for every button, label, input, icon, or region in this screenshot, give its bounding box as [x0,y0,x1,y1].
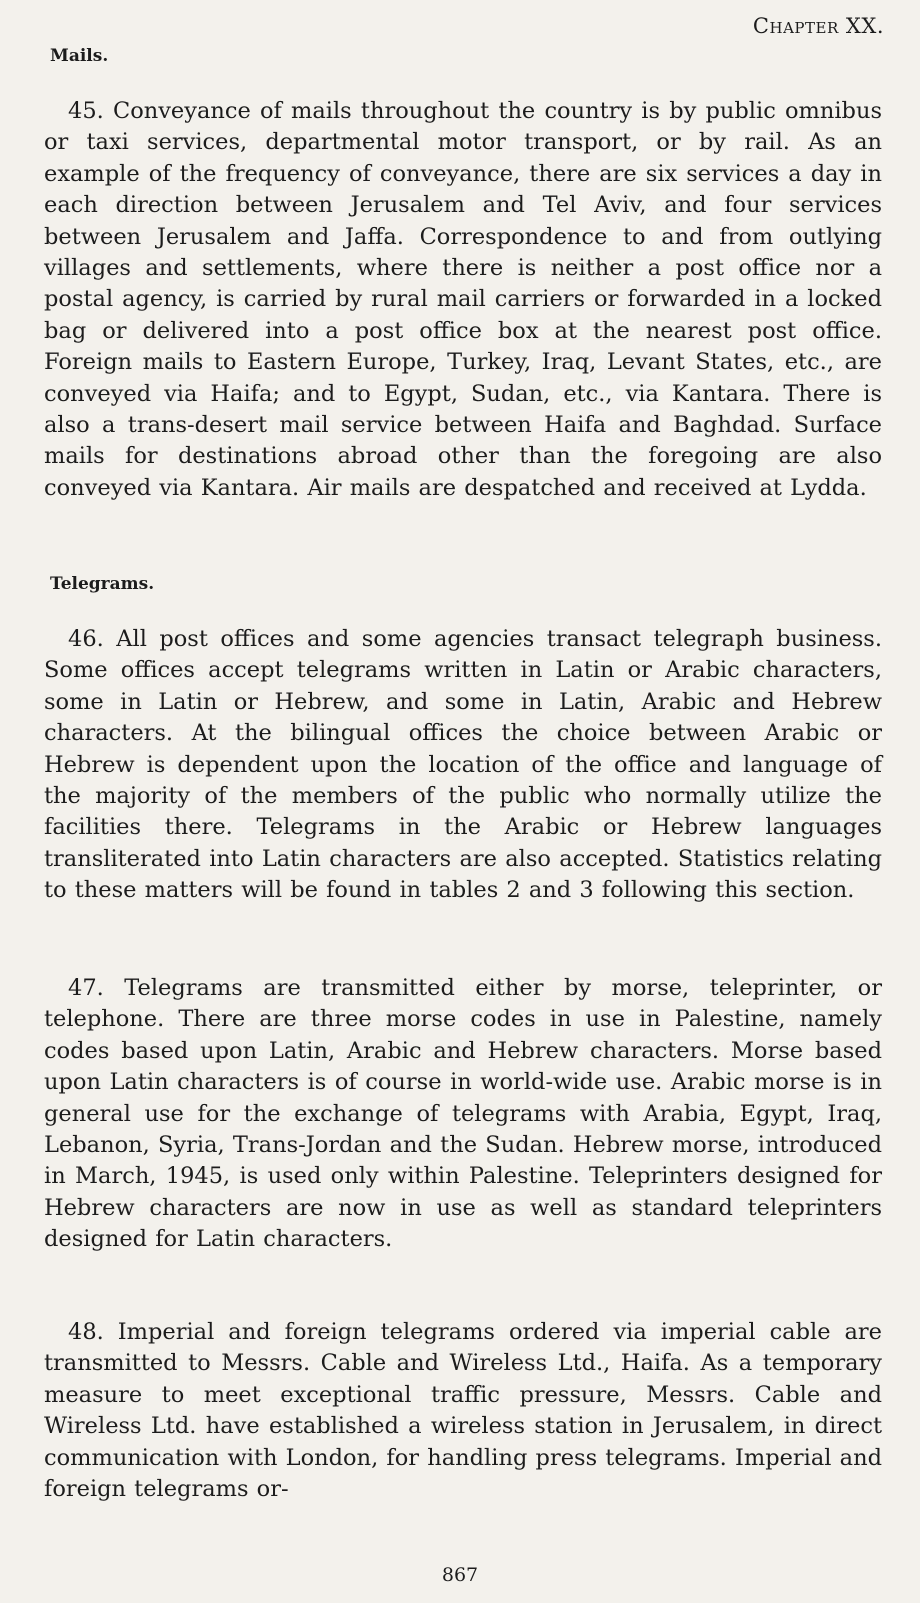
chapter-header: Chapter XX. [752,14,884,38]
section-heading-telegrams: Telegrams. [50,574,155,594]
paragraph-46: 46. All post offices and some agencies transact telegraph business. Some offices accept telegrams written in Latin or Arabic characters, some in Latin or Hebrew, and some in Latin, Arabic and Hebrew characters. At the bilingual offices the choice between Arabic or Hebrew is dependent upon the location of the office and language of the majority of the members of the public who normally utilize the facilities there. Telegrams in the Arabic or Hebrew languages transliterated into Latin characters are also accepted. Statistics relating to these matters will be found in tables 2 and 3 following this section. [44,626,882,904]
paragraph-47: 47. Telegrams are transmitted either by morse, teleprinter, or telephone. There are three morse codes in use in Palestine, namely codes based upon Latin, Arabic and Hebrew characters. Morse based upon Latin characters is of course in world-wide use. Arabic morse is in general use for the exchange of telegrams with Arabia, Egypt, Iraq, Lebanon, Syria, Trans-Jordan and the Sudan. Hebrew morse, introduced in March, 1945, is used only within Palestine. Teleprinters designed for Hebrew characters are now in use as well as standard teleprinters designed for Latin characters. [44,975,882,1253]
section-heading-mails: Mails. [50,46,109,66]
paragraph-45: 45. Conveyance of mails throughout the country is by public omnibus or taxi services, departmental motor transport, or by rail. As an example of the frequency of conveyance, there are six services a day in each direction between Jerusalem and Tel Aviv, and four services between Jerusalem and Jaffa. Correspondence to and from outlying villages and settlements, where there is neither a post office nor a postal agency, is carried by rural mail carriers or forwarded in a locked bag or delivered into a post office box at the nearest post office. Foreign mails to Eastern Europe, Turkey, Iraq, Levant States, etc., are conveyed via Haifa; and to Egypt, Sudan, etc., via Kantara. There is also a trans-desert mail service between Haifa and Baghdad. Surface mails for destinations abroad other than the foregoing are also conveyed via Kantara. Air mails are despatched and received at Lydda. [44,98,882,501]
paragraph-48: 48. Imperial and foreign telegrams ordered via imperial cable are transmitted to Messrs. Cable and Wireless Ltd., Haifa. As a temporary measure to meet exceptional traffic pressure, Messrs. Cable and Wireless Ltd. have established a wireless station in Jerusalem, in direct communication with London, for handling press telegrams. Imperial and foreign telegrams or- [44,1319,882,1503]
page-number: 867 [441,1564,479,1586]
